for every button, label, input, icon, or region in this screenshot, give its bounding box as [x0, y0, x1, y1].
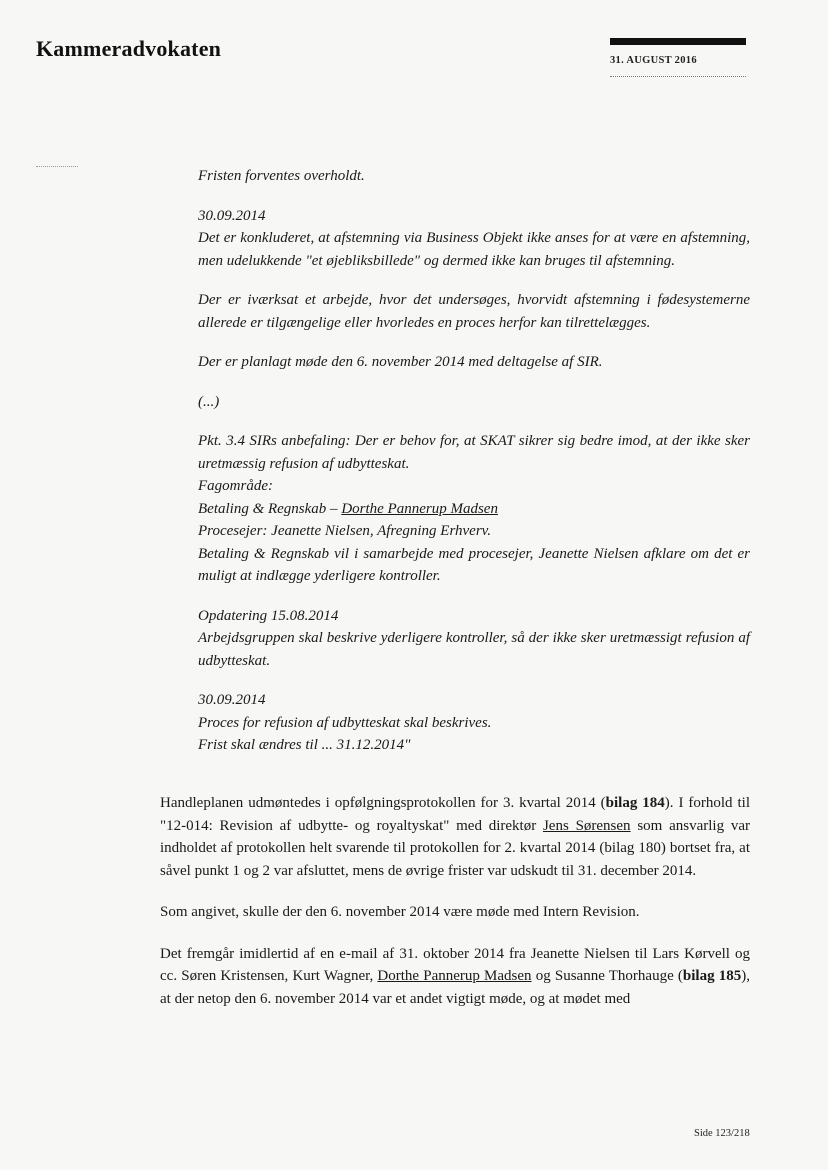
date-dotted-rule — [610, 76, 746, 77]
opdatering-text: Arbejdsgruppen skal beskrive yderligere kontroller, så der ikke sker uretmæssigt refusion af udbytteskat. — [198, 630, 750, 669]
body-paragraph: Som angivet, skulle der den 6. november 2014 være møde med Intern Revision. — [160, 904, 640, 920]
quote-pkt-3-4 — [198, 430, 750, 588]
quoted-handleplan — [198, 165, 750, 757]
entry-text: Det er konkluderet, at afstemning via Business Objekt ikke anses for at være en afstemning, men udelukkende "et øjebliksbillede" og dermed ikke kan bruges til afstemning. — [198, 230, 750, 269]
entry-line: Frist skal ændres til ... 31.12.2014" — [198, 737, 411, 753]
betaling-text: Betaling & Regnskab vil i samarbejde med procesejer, Jeanette Nielsen afklare om det er muligt at indlægge yderligere kontroller. — [198, 545, 750, 584]
bilag-reference: bilag 184 — [605, 795, 665, 811]
quote-paragraph: Der er iværksat et arbejde, hvor det undersøges, hvorvidt afstemning i fødesystemerne allerede er tilgængelige eller hvorledes en proces herfor kan tilrettelægges. — [198, 292, 750, 331]
quote-entry-30092014 — [198, 205, 750, 273]
opdatering-date: Opdatering 15.08.2014 — [198, 607, 339, 624]
procesejer-line: Procesejer: Jeanette Nielsen, Afregning Erhverv. — [198, 523, 491, 539]
betaling-responsible-name: Dorthe Pannerup Madsen — [341, 500, 498, 517]
pkt-text: Pkt. 3.4 SIRs anbefaling: Der er behov for, at SKAT sikrer sig bedre imod, at der ikke sker uretmæssig refusion af udbytteskat. — [198, 433, 750, 472]
entry-date: 30.09.2014 — [198, 207, 266, 224]
text-run: som ansvarlig var indholdet af protokollen helt svarende til protokollen for 2. kvartal 2014 (bilag 180) bortset fra, at såvel punkt 1 og 2 var afsluttet, mens de øvrige frister var udskudt til 31. december 2014. — [160, 817, 750, 879]
text-run: og Susanne Thorhauge ( — [531, 968, 683, 984]
document-date: 31. AUGUST 2016 — [610, 55, 697, 66]
body-paragraph — [160, 943, 750, 1011]
text-run: ). I forhold til "12-014: Revision af udbytte- og royaltyskat" med direktør — [160, 795, 750, 834]
text-run: ), at der netop den 6. november 2014 var et andet vigtigt møde, og at mødet med — [160, 968, 750, 1007]
quote-entry-30092014-second — [198, 689, 750, 757]
margin-dotted-rule — [36, 166, 78, 167]
body-paragraph — [160, 792, 750, 882]
text-run: Det fremgår imidlertid af en e-mail af 31. oktober 2014 fra Jeanette Nielsen til Lars Kørvell og cc. Søren Kristensen, Kurt Wagner, — [160, 945, 750, 984]
quote-paragraph: Der er planlagt møde den 6. november 2014 med deltagelse af SIR. — [198, 354, 603, 370]
bilag-reference: bilag 185 — [682, 968, 742, 984]
quote-opdatering — [198, 605, 750, 673]
dorthe-pannerup-madsen-name: Dorthe Pannerup Madsen — [377, 968, 532, 984]
quote-ellipsis: (...) — [198, 393, 220, 410]
text-run: Handleplanen udmøntedes i opfølgningsprotokollen for 3. kvartal 2014 ( — [160, 795, 606, 811]
betaling-prefix: Betaling & Regnskab – — [198, 500, 342, 517]
entry-date: 30.09.2014 — [198, 692, 266, 708]
body-text — [160, 792, 750, 1029]
page-number: Side 123/218 — [694, 1128, 750, 1139]
fagomraade-label: Fagområde: — [198, 478, 273, 494]
jens-soerensen-name: Jens Sørensen — [542, 817, 631, 834]
entry-line: Proces for refusion af udbytteskat skal beskrives. — [198, 714, 492, 731]
header-rule — [610, 38, 746, 45]
kammeradvokaten-logo: Kammeradvokaten — [36, 36, 222, 61]
quote-paragraph: Fristen forventes overholdt. — [198, 168, 365, 184]
